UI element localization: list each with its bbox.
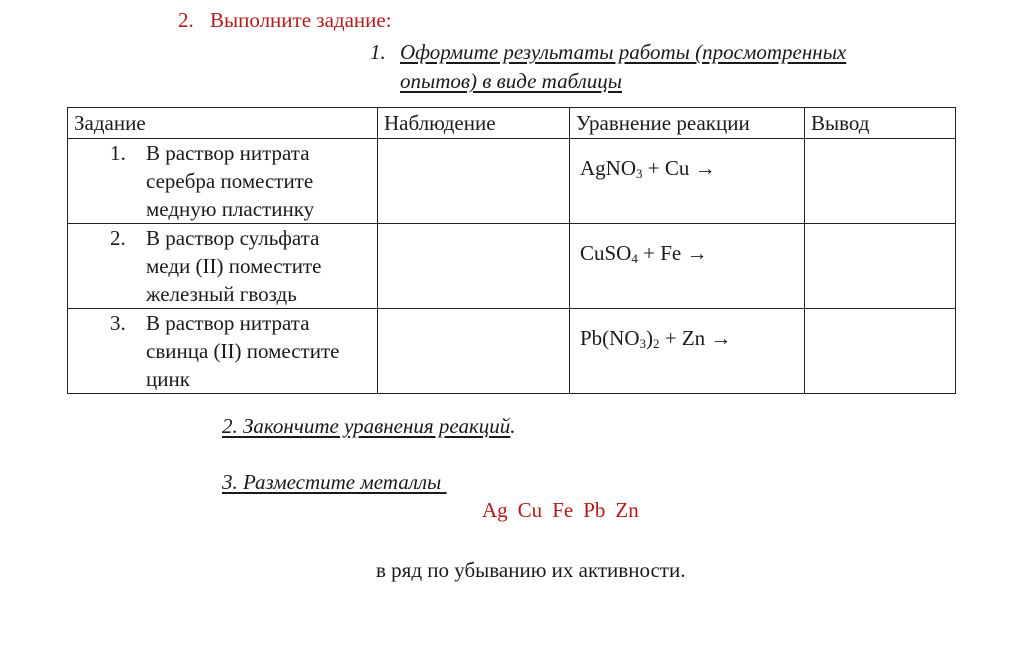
equation-cell bbox=[570, 309, 805, 394]
task-text-line: В раствор сульфата bbox=[146, 226, 320, 250]
metal-item: Zn bbox=[615, 498, 639, 522]
observation-cell[interactable] bbox=[378, 139, 570, 224]
heading-number: 2. bbox=[178, 8, 194, 32]
task-text-line: В раствор нитрата bbox=[146, 141, 310, 165]
subtask-2 bbox=[222, 414, 516, 439]
task-text-line: медную пластинку bbox=[146, 197, 315, 221]
task-number: 2. bbox=[110, 226, 126, 250]
metal-item: Fe bbox=[552, 498, 574, 522]
equation-cell bbox=[570, 224, 805, 309]
task-number: 1. bbox=[110, 141, 126, 165]
subtask-1-line-2: опытов) в виде таблицы bbox=[400, 69, 623, 93]
task-text-line: В раствор нитрата bbox=[146, 311, 310, 335]
conclusion-cell[interactable] bbox=[805, 139, 956, 224]
final-instruction: в ряд по убыванию их активности. bbox=[376, 558, 686, 582]
equation-cell bbox=[570, 139, 805, 224]
task-text-line: свинца (II) поместите bbox=[146, 339, 340, 363]
heading-text: Выполните задание: bbox=[210, 8, 392, 32]
table-header-row bbox=[68, 108, 956, 139]
table-row bbox=[68, 224, 956, 309]
subtask-1-number: 1. bbox=[370, 40, 386, 64]
conclusion-cell[interactable] bbox=[805, 309, 956, 394]
observation-cell[interactable] bbox=[378, 224, 570, 309]
header-equation: Уравнение реакции bbox=[570, 108, 805, 139]
subtask-3 bbox=[222, 470, 447, 495]
subtask-1 bbox=[370, 38, 846, 96]
metal-item: Pb bbox=[583, 498, 606, 522]
subtask-2-period: . bbox=[510, 414, 516, 438]
conclusion-cell[interactable] bbox=[805, 224, 956, 309]
section-heading bbox=[178, 8, 392, 33]
header-task: Задание bbox=[68, 108, 378, 139]
table-row bbox=[68, 309, 956, 394]
observation-cell[interactable] bbox=[378, 309, 570, 394]
task-number: 3. bbox=[110, 311, 126, 335]
task-cell bbox=[68, 309, 378, 394]
subtask-3-text: 3. Разместите металлы bbox=[222, 470, 442, 494]
task-text-line: цинк bbox=[146, 367, 190, 391]
table-row bbox=[68, 139, 956, 224]
header-conclusion: Вывод bbox=[805, 108, 956, 139]
task-text-line: меди (II) поместите bbox=[146, 254, 322, 278]
task-text-line: железный гвоздь bbox=[146, 282, 297, 306]
task-cell bbox=[68, 139, 378, 224]
metal-item: Cu bbox=[517, 498, 543, 522]
metal-item: Ag bbox=[482, 498, 508, 522]
task-text-line: серебра поместите bbox=[146, 169, 314, 193]
header-observation: Наблюдение bbox=[378, 108, 570, 139]
subtask-1-line-1: Оформите результаты работы (просмотренных bbox=[400, 40, 847, 64]
results-table bbox=[67, 107, 956, 394]
task-cell bbox=[68, 224, 378, 309]
metals-list bbox=[482, 498, 649, 523]
reaction-equation: $Pb(NO_3)_2 + Zn$ → bbox=[580, 326, 732, 351]
reaction-equation: CuSO$_4$ + Fe → bbox=[580, 241, 708, 266]
subtask-2-text: 2. Закончите уравнения реакций bbox=[222, 414, 511, 438]
reaction-equation: AgNO$_3$ + Cu → bbox=[580, 156, 716, 181]
